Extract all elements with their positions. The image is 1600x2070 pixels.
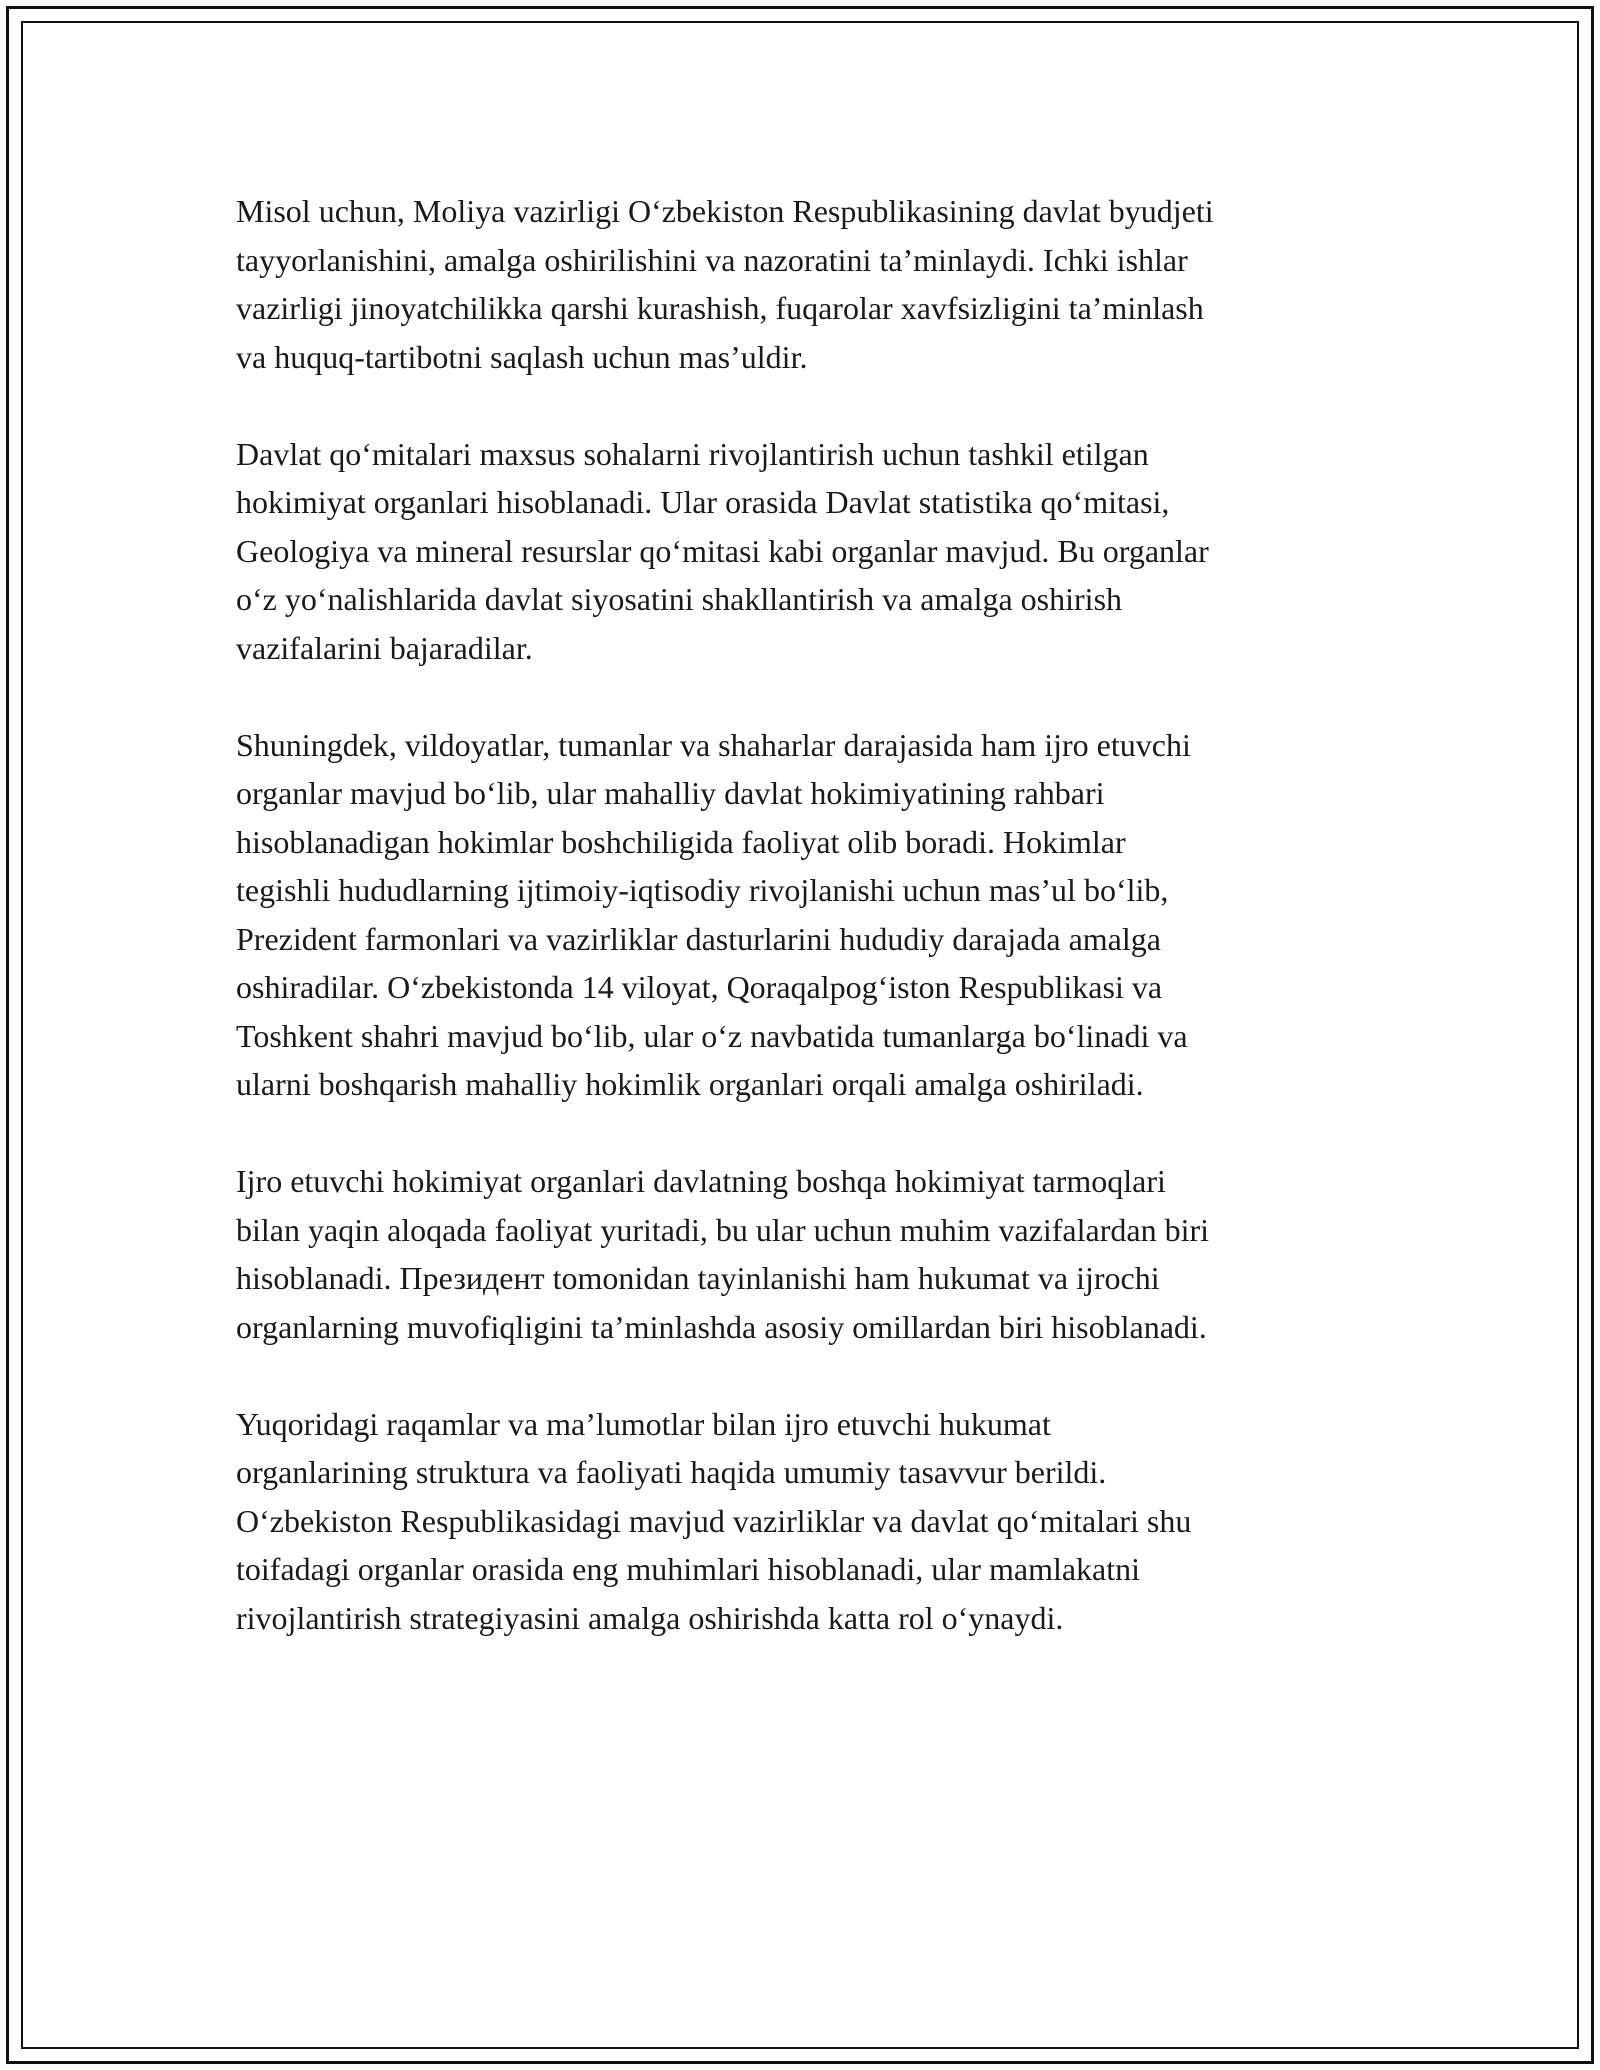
text-line: ularni boshqarish mahalliy hokimlik organlari orqali amalga oshiriladi. [236, 1066, 1144, 1102]
text-line: Prezident farmonlari va vazirliklar dasturlarini hududiy darajada amalga [236, 920, 1161, 957]
text-line: o‘z yo‘nalishlarida davlat siyosatini shakllantirish va amalga oshirish [236, 581, 1123, 617]
text-line: vazirligi jinoyatchilikka qarshi kurashish, fuqarolar xavfsizligini ta’minlash [236, 290, 1204, 326]
text-line: Geologiya va mineral resurslar qo‘mitasi kabi organlar mavjud. Bu organlar [236, 532, 1209, 569]
text-line: bilan yaqin aloqada faoliyat yuritadi, bu ular uchun muhim vazifalardan biri [236, 1211, 1210, 1248]
text-line: oshiradilar. O‘zbekistonda 14 viloyat, Qoraqalpog‘iston Respublikasi va [236, 969, 1163, 1005]
text-line: Davlat qo‘mitalari maxsus sohalarni rivojlantirish uchun tashkil etilgan [236, 435, 1149, 472]
text-line: tayyorlanishini, amalga oshirilishini va nazoratini ta’minlaydi. Ichki ishlar [236, 241, 1188, 278]
paragraph-local-authorities [236, 721, 1386, 1109]
text-line: hokimiyat organlari hisoblanadi. Ular orasida Davlat statistika qo‘mitasi, [236, 484, 1170, 520]
paragraph-executive-relations [236, 1157, 1386, 1351]
text-line: organlarning muvofiqligini ta’minlashda asosiy omillardan biri hisoblanadi. [236, 1308, 1207, 1345]
text-line: organlarining struktura va faoliyati haqida umumiy tasavvur berildi. [236, 1454, 1107, 1490]
paragraph-state-committees [236, 430, 1386, 673]
text-line: hisoblanadi. Президент tomonidan tayinlanishi ham hukumat va ijrochi [236, 1260, 1160, 1296]
text-line: O‘zbekiston Respublikasidagi mavjud vazirliklar va davlat qo‘mitalari shu [236, 1502, 1192, 1539]
text-line: va huquq-tartibotni saqlash uchun mas’uldir. [236, 338, 808, 375]
text-line: toifadagi organlar orasida eng muhimlari hisoblanadi, ular mamlakatni [236, 1551, 1141, 1587]
text-line: organlar mavjud bo‘lib, ular mahalliy davlat hokimiyatining rahbari [236, 775, 1105, 811]
text-line: Shuningdek, vildoyatlar, tumanlar va shaharlar darajasida ham ijro etuvchi [236, 726, 1191, 763]
paragraph-conclusion [236, 1400, 1386, 1643]
text-line: rivojlantirish strategiyasini amalga oshirishda katta rol o‘ynaydi. [236, 1599, 1064, 1636]
document-body [236, 187, 1386, 1691]
text-line: tegishli hududlarning ijtimoiy-iqtisodiy rivojlanishi uchun mas’ul bo‘lib, [236, 872, 1169, 908]
text-line: Yuqoridagi raqamlar va ma’lumotlar bilan ijro etuvchi hukumat [236, 1405, 1051, 1442]
paragraph-ministries [236, 187, 1386, 381]
text-line: Toshkent shahri mavjud bo‘lib, ular o‘z navbatida tumanlarga bo‘linadi va [236, 1017, 1188, 1054]
text-line: Ijro etuvchi hokimiyat organlari davlatning boshqa hokimiyat tarmoqlari [236, 1163, 1166, 1199]
text-line: hisoblanadigan hokimlar boshchiligida faoliyat olib boradi. Hokimlar [236, 823, 1126, 860]
text-line: vazifalarini bajaradilar. [236, 629, 533, 666]
text-line: Misol uchun, Moliya vazirligi O‘zbekiston Respublikasining davlat byudjeti [236, 193, 1214, 229]
